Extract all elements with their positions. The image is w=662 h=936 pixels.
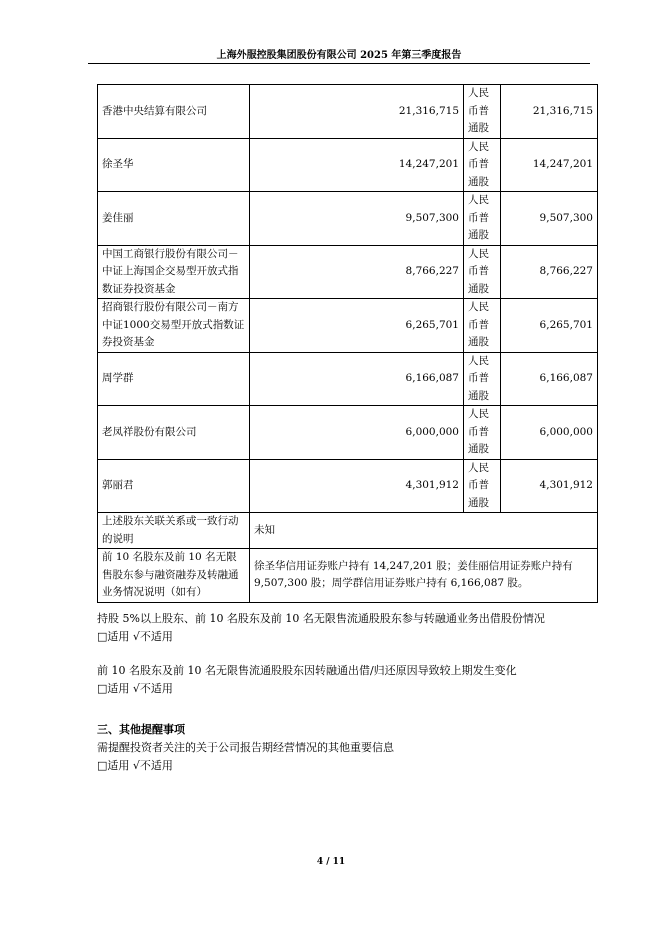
share-type: 人民币普通股 [464,406,501,460]
shares-held: 21,316,715 [250,85,464,139]
share-quantity: 6,265,701 [501,299,598,353]
header-divider [88,63,590,64]
table-row [98,299,598,353]
shareholder-rows [98,85,598,513]
financing-row [98,549,598,603]
shares-held: 14,247,201 [250,138,464,192]
share-quantity: 6,166,087 [501,352,598,406]
table-row [98,138,598,192]
shareholder-name: 周学群 [98,352,250,406]
table-row [98,352,598,406]
shareholder-name: 招商银行股份有限公司－南方中证1000交易型开放式指数证券投资基金 [98,299,250,353]
shares-held: 4,301,912 [250,459,464,513]
shareholder-name: 郭丽君 [98,459,250,513]
top-shareholders-table [97,84,598,603]
share-quantity: 21,316,715 [501,85,598,139]
shareholder-name: 中国工商银行股份有限公司－中证上海国企交易型开放式指数证券投资基金 [98,245,250,299]
table-row [98,192,598,246]
financing-label: 前 10 名股东及前 10 名无限售股东参与融资融券及转融通业务情况说明（如有） [98,549,250,603]
shares-held: 9,507,300 [250,192,464,246]
lending-title: 持股 5%以上股东、前 10 名股东及前 10 名无限售流通股股东参与转融通业务出借股份情况 [97,612,545,625]
other-option: □适用 √不适用 [97,759,173,772]
change-title: 前 10 名股东及前 10 名无限售流通股股东因转融通出借/归还原因导致较上期发生变化 [97,664,517,677]
table-row [98,406,598,460]
other-desc: 需提醒投资者关注的关于公司报告期经营情况的其他重要信息 [97,741,394,754]
share-type: 人民币普通股 [464,459,501,513]
share-type: 人民币普通股 [464,299,501,353]
shares-held: 6,000,000 [250,406,464,460]
page-number: 4 / 11 [316,857,346,867]
share-quantity: 14,247,201 [501,138,598,192]
share-quantity: 9,507,300 [501,192,598,246]
table-row [98,459,598,513]
share-type: 人民币普通股 [464,85,501,139]
other-heading: 三、其他提醒事项 [97,723,185,736]
shares-held: 6,265,701 [250,299,464,353]
table-row [98,245,598,299]
relation-label: 上述股东关联关系或一致行动的说明 [98,513,250,549]
relation-row [98,513,598,549]
other-section [97,721,577,775]
shareholder-name: 徐圣华 [98,138,250,192]
share-quantity: 4,301,912 [501,459,598,513]
share-quantity: 8,766,227 [501,245,598,299]
shareholder-name: 香港中央结算有限公司 [98,85,250,139]
report-header-title: 上海外服控股集团股份有限公司 2025 年第三季度报告 [216,50,462,61]
share-type: 人民币普通股 [464,138,501,192]
share-type: 人民币普通股 [464,192,501,246]
share-type: 人民币普通股 [464,245,501,299]
relation-value: 未知 [250,513,598,549]
share-quantity: 6,000,000 [501,406,598,460]
change-section [97,662,577,698]
shareholder-name: 姜佳丽 [98,192,250,246]
share-type: 人民币普通股 [464,352,501,406]
shares-held: 6,166,087 [250,352,464,406]
change-option: □适用 √不适用 [97,682,173,695]
financing-value: 徐圣华信用证券账户持有 14,247,201 股；姜佳丽信用证券账户持有 9,507,300 股；周学群信用证券账户持有 6,166,087 股。 [250,549,598,603]
shares-held: 8,766,227 [250,245,464,299]
lending-option: □适用 √不适用 [97,630,173,643]
shareholder-name: 老凤祥股份有限公司 [98,406,250,460]
table-row [98,85,598,139]
lending-section [97,610,577,646]
